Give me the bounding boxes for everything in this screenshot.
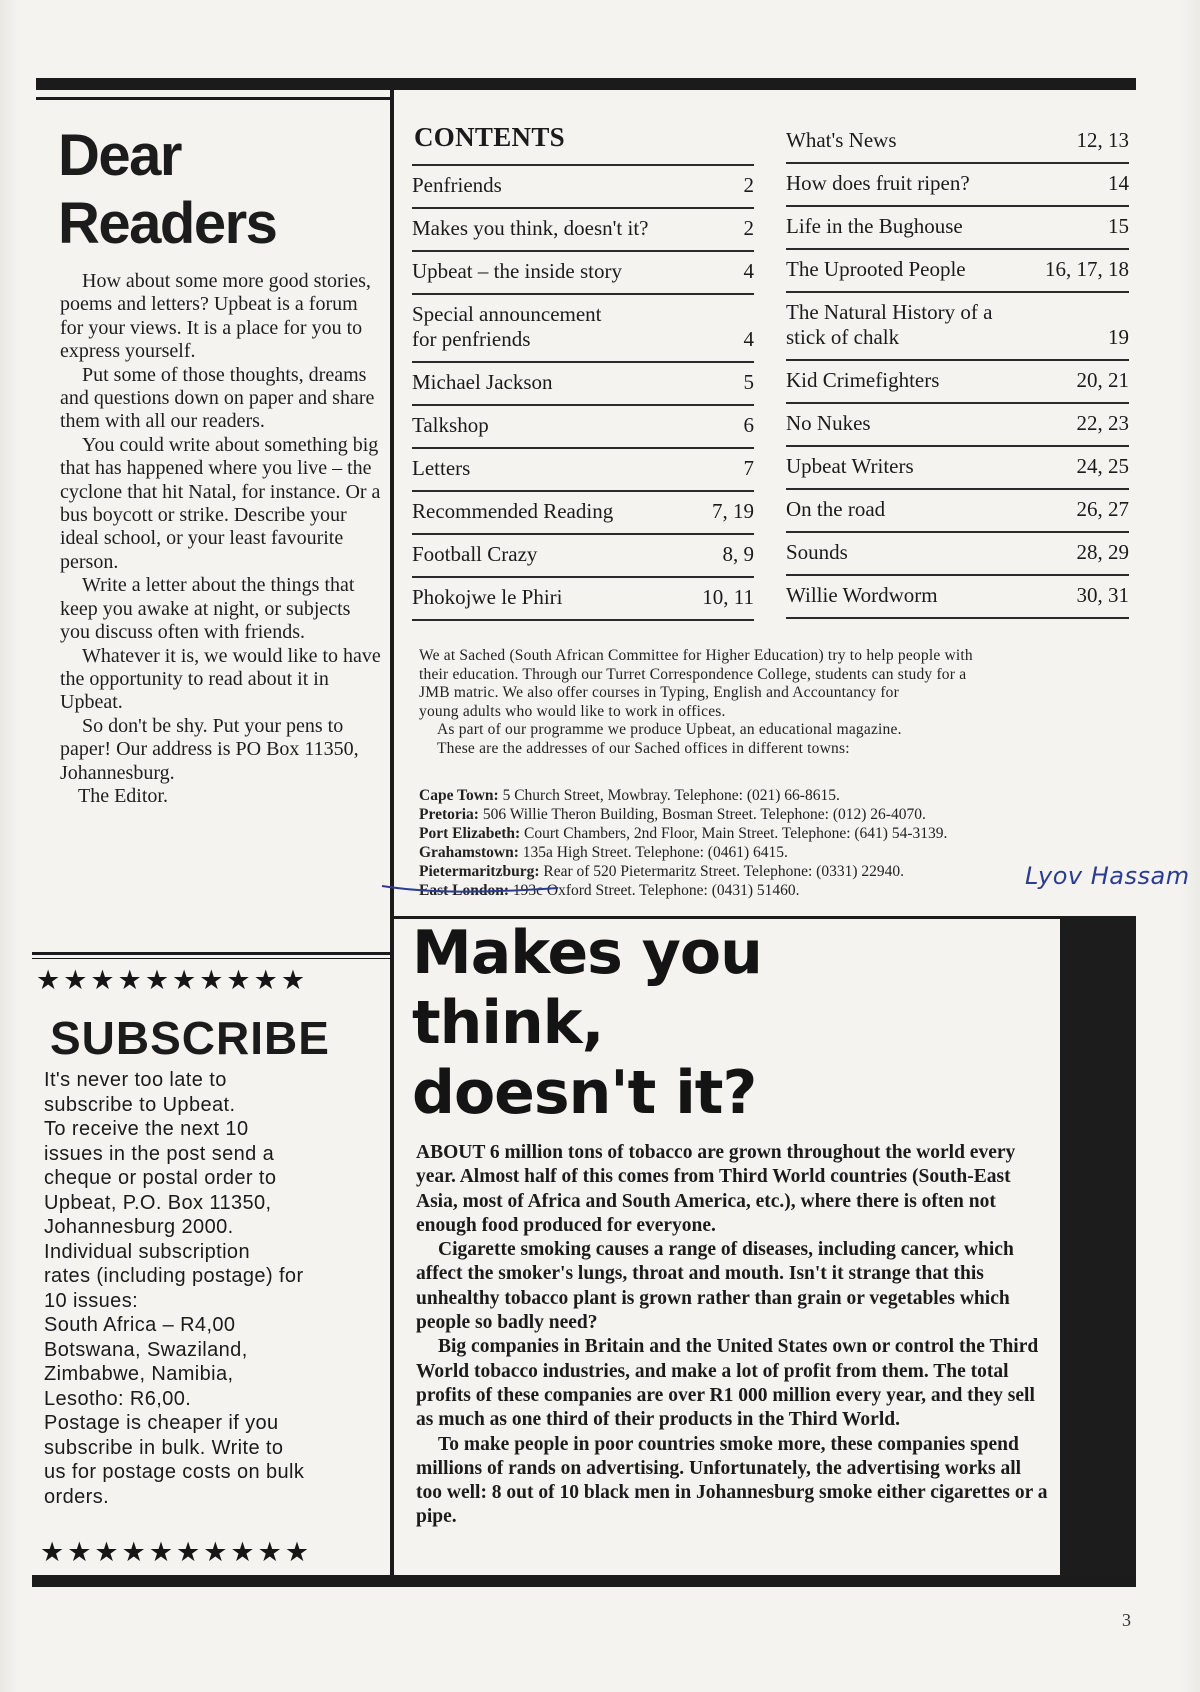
subscribe-line: Lesotho: R6,00. xyxy=(44,1387,192,1410)
toc-entry-pages: 30, 31 xyxy=(1076,583,1129,607)
address-town: Grahamstown: xyxy=(419,844,519,861)
toc-entry-title: The Uprooted People xyxy=(786,257,966,281)
article-paragraph: Big companies in Britain and the United States own or control the Third World tobacco industries, and make a lot of profit from them. The total profits of these companies are over R1 000 million every year, and they sell as much as one third of their products in the Third World. xyxy=(416,1336,1039,1431)
toc-entry-title: What's News xyxy=(786,128,897,152)
address-row xyxy=(419,805,1159,824)
article-title xyxy=(412,918,1052,1128)
subscribe-line: Individual subscription xyxy=(44,1240,250,1263)
subscribe-line: 10 issues: xyxy=(44,1289,139,1312)
toc-entry-pages: 4 xyxy=(743,259,754,283)
toc-entry-pages: 20, 21 xyxy=(1076,368,1129,392)
left-column-top-rule xyxy=(36,97,390,100)
subscribe-body xyxy=(44,1068,384,1509)
sached-info xyxy=(419,647,1129,758)
toc-entry-title: Willie Wordworm xyxy=(786,583,938,607)
toc-entry-title: Phokojwe le Phiri xyxy=(412,585,563,609)
toc-entry-title: Kid Crimefighters xyxy=(786,368,940,392)
address-text: Rear of 520 Pietermaritz Street. Telephone: (0331) 22940. xyxy=(543,863,904,880)
article-paragraph: To make people in poor countries smoke more, these companies spend millions of rands on advertising. Unfortunately, the advertising works all too well: 8 out of 10 black men in Johannesburg smoke either cigarettes or a pipe. xyxy=(416,1433,1048,1528)
handwritten-note: Lyov Hassam xyxy=(1025,862,1190,890)
letter-paragraph: So don't be shy. Put your pens to paper! Our address is PO Box 11350, Johannesburg. xyxy=(60,714,359,784)
toc-entry-title: Sounds xyxy=(786,540,848,564)
dear-readers-title-line1: Dear xyxy=(58,123,181,188)
letter-paragraph: Whatever it is, we would like to have the opportunity to read about it in Upbeat. xyxy=(60,644,381,714)
contents-right-column xyxy=(786,121,1129,619)
toc-entry-title: Upbeat – the inside story xyxy=(412,259,622,283)
subscribe-line: To receive the next 10 xyxy=(44,1118,249,1140)
article-title-line: Makes you xyxy=(412,918,762,988)
address-town: Pietermaritzburg: xyxy=(419,863,540,880)
toc-entry-pages: 5 xyxy=(743,370,754,394)
toc-entry[interactable] xyxy=(786,574,1129,617)
column-divider xyxy=(390,90,394,1580)
subscribe-line: It's never too late to xyxy=(44,1069,227,1091)
toc-entry[interactable] xyxy=(412,250,754,293)
toc-entry-title: Recommended Reading xyxy=(412,499,614,523)
toc-entry[interactable] xyxy=(786,359,1129,402)
letter-paragraph: How about some more good stories, poems and letters? Upbeat is a forum for your views. It is a place for you to express yourself. xyxy=(60,270,371,363)
letter-paragraph: You could write about something big that has happened where you live – the cyclone that hit Natal, for instance. Or a bus boycott or strike. Describe your ideal school, or your least favourite person. xyxy=(60,433,381,573)
toc-entry[interactable] xyxy=(786,205,1129,248)
toc-entry-pages: 24, 25 xyxy=(1076,454,1129,478)
address-town: Pretoria: xyxy=(419,806,479,823)
toc-entry-title: Michael Jackson xyxy=(412,370,553,394)
address-town: East London: xyxy=(419,882,510,899)
subscribe-line: Johannesburg 2000. xyxy=(44,1216,234,1238)
dear-readers-letter xyxy=(60,270,382,808)
address-town: Port Elizabeth: xyxy=(419,825,521,842)
toc-entry[interactable] xyxy=(412,533,754,576)
toc-entry-title: Penfriends xyxy=(412,173,502,197)
subscribe-line: Postage is cheaper if you xyxy=(44,1412,279,1434)
toc-entry-title: On the road xyxy=(786,497,886,521)
toc-entry[interactable] xyxy=(786,445,1129,488)
toc-end-rule xyxy=(412,619,754,621)
top-rule xyxy=(36,78,1136,90)
letter-paragraph: Write a letter about the things that keep you awake at night, or subjects you discuss often with friends. xyxy=(60,574,355,644)
toc-entry-pages: 15 xyxy=(1108,214,1129,238)
article-body xyxy=(416,1141,1050,1530)
article-black-side-bar xyxy=(1060,916,1136,1576)
contents-title: CONTENTS xyxy=(414,122,565,152)
address-row xyxy=(419,786,1159,805)
toc-entry-title: Letters xyxy=(412,456,471,480)
stars-divider-top: ★★★★★★★★★★ xyxy=(36,965,309,996)
toc-entry[interactable] xyxy=(786,488,1129,531)
stars-divider-bottom: ★★★★★★★★★★ xyxy=(40,1537,313,1568)
subscribe-line: issues in the post send a xyxy=(44,1142,275,1165)
toc-entry-pages: 12, 13 xyxy=(1076,128,1129,152)
toc-entry-pages: 19 xyxy=(1108,325,1129,349)
toc-entry[interactable] xyxy=(412,207,754,250)
page-number: 3 xyxy=(1122,1610,1131,1630)
toc-entry-pages: 10, 11 xyxy=(702,585,754,609)
toc-entry-pages: 7, 19 xyxy=(712,499,754,523)
toc-entry[interactable] xyxy=(412,447,754,490)
toc-entry[interactable] xyxy=(412,293,754,361)
address-text: 5 Church Street, Mowbray. Telephone: (021) 66-8615. xyxy=(502,787,840,804)
toc-entry-pages: 2 xyxy=(743,216,754,240)
address-text: 135a High Street. Telephone: (0461) 6415. xyxy=(522,844,788,861)
left-column-section-rule-thin xyxy=(32,958,390,959)
dear-readers-title xyxy=(58,122,378,258)
toc-entry[interactable] xyxy=(412,576,754,619)
address-town: Cape Town: xyxy=(419,787,499,804)
sached-line: their education. Through our Turret Correspondence College, students can study for a xyxy=(419,665,967,683)
toc-entry[interactable] xyxy=(786,121,1129,162)
pen-mark xyxy=(380,880,560,900)
address-text: 506 Willie Theron Building, Bosman Street. Telephone: (012) 26-4070. xyxy=(482,806,926,823)
letter-signature: The Editor. xyxy=(78,784,168,807)
sached-line: young adults who would like to work in offices. xyxy=(419,702,726,720)
toc-entry-pages: 14 xyxy=(1108,171,1129,195)
dear-readers-title-line2: Readers xyxy=(58,191,277,256)
toc-entry[interactable] xyxy=(412,404,754,447)
toc-entry[interactable] xyxy=(412,361,754,404)
sached-line: JMB matric. We also offer courses in Typing, English and Accountancy for xyxy=(419,684,899,701)
article-title-line: think, xyxy=(412,988,604,1058)
address-text: Court Chambers, 2nd Floor, Main Street. Telephone: (641) 54-3139. xyxy=(524,825,948,842)
sached-line: These are the addresses of our Sached offices in different towns: xyxy=(437,739,850,757)
subscribe-title: SUBSCRIBE xyxy=(50,1012,330,1064)
subscribe-line: us for postage costs on bulk xyxy=(44,1461,305,1483)
toc-entry-title: Football Crazy xyxy=(412,542,538,566)
toc-entry-title: Special announcement for penfriends xyxy=(412,302,602,351)
subscribe-line: Upbeat, P.O. Box 11350, xyxy=(44,1191,272,1214)
toc-entry-pages: 28, 29 xyxy=(1076,540,1129,564)
sached-line: As part of our programme we produce Upbeat, an educational magazine. xyxy=(437,721,902,738)
toc-entry[interactable] xyxy=(412,490,754,533)
toc-entry-pages: 7 xyxy=(743,456,754,480)
toc-entry[interactable] xyxy=(786,531,1129,574)
address-text: 193c Oxford Street. Telephone: (0431) 51460. xyxy=(512,882,800,899)
article-paragraph: Cigarette smoking causes a range of diseases, including cancer, which affect the smoker's lungs, throat and mouth. Isn't it strange that this unhealthy tobacco plant is grown rather than grain or vegetables which people so badly need? xyxy=(416,1239,1014,1334)
toc-entry[interactable] xyxy=(412,164,754,207)
toc-entry[interactable] xyxy=(786,162,1129,205)
toc-entry-pages: 2 xyxy=(743,173,754,197)
article-paragraph: ABOUT 6 million tons of tobacco are grown throughout the world every year. Almost half of this comes from Third World countries (South-East Asia, most of Africa and South America, etc.), where there is often not enough food produced for everyone. xyxy=(416,1142,1016,1236)
article-title-line: doesn't it? xyxy=(412,1058,757,1128)
toc-entry-title: The Natural History of a stick of chalk xyxy=(786,300,993,349)
subscribe-line: cheque or postal order to xyxy=(44,1167,277,1189)
toc-entry-pages: 16, 17, 18 xyxy=(1045,257,1129,281)
toc-entry-pages: 6 xyxy=(743,413,754,437)
address-row xyxy=(419,843,1159,862)
toc-entry-title: No Nukes xyxy=(786,411,871,435)
address-row xyxy=(419,824,1159,843)
subscribe-line: subscribe to Upbeat. xyxy=(44,1093,236,1116)
subscribe-line: Botswana, Swaziland, xyxy=(44,1338,248,1361)
left-column-section-rule xyxy=(32,952,390,955)
toc-entry-title: Upbeat Writers xyxy=(786,454,914,478)
toc-entry-title: Makes you think, doesn't it? xyxy=(412,216,649,240)
letter-paragraph: Put some of those thoughts, dreams and questions down on paper and share them with all our readers. xyxy=(60,363,375,433)
toc-entry[interactable] xyxy=(786,248,1129,291)
subscribe-line: South Africa – R4,00 xyxy=(44,1314,236,1336)
toc-end-rule xyxy=(786,617,1129,619)
subscribe-line: Zimbabwe, Namibia, xyxy=(44,1363,234,1385)
contents-left-column xyxy=(412,164,754,621)
toc-entry-title: Talkshop xyxy=(412,413,489,437)
toc-entry-pages: 8, 9 xyxy=(722,542,754,566)
toc-entry-pages: 22, 23 xyxy=(1076,411,1129,435)
toc-entry[interactable] xyxy=(786,291,1129,359)
subscribe-line: rates (including postage) for xyxy=(44,1265,304,1287)
toc-entry-pages: 26, 27 xyxy=(1076,497,1129,521)
bottom-rule xyxy=(32,1575,1136,1587)
toc-entry-pages: 4 xyxy=(743,327,754,351)
toc-entry-title: How does fruit ripen? xyxy=(786,171,970,195)
subscribe-line: orders. xyxy=(44,1485,110,1508)
sached-line: We at Sached (South African Committee for Higher Education) try to help people with xyxy=(419,647,973,664)
toc-entry[interactable] xyxy=(786,402,1129,445)
subscribe-line: subscribe in bulk. Write to xyxy=(44,1436,284,1459)
toc-entry-title: Life in the Bughouse xyxy=(786,214,963,238)
